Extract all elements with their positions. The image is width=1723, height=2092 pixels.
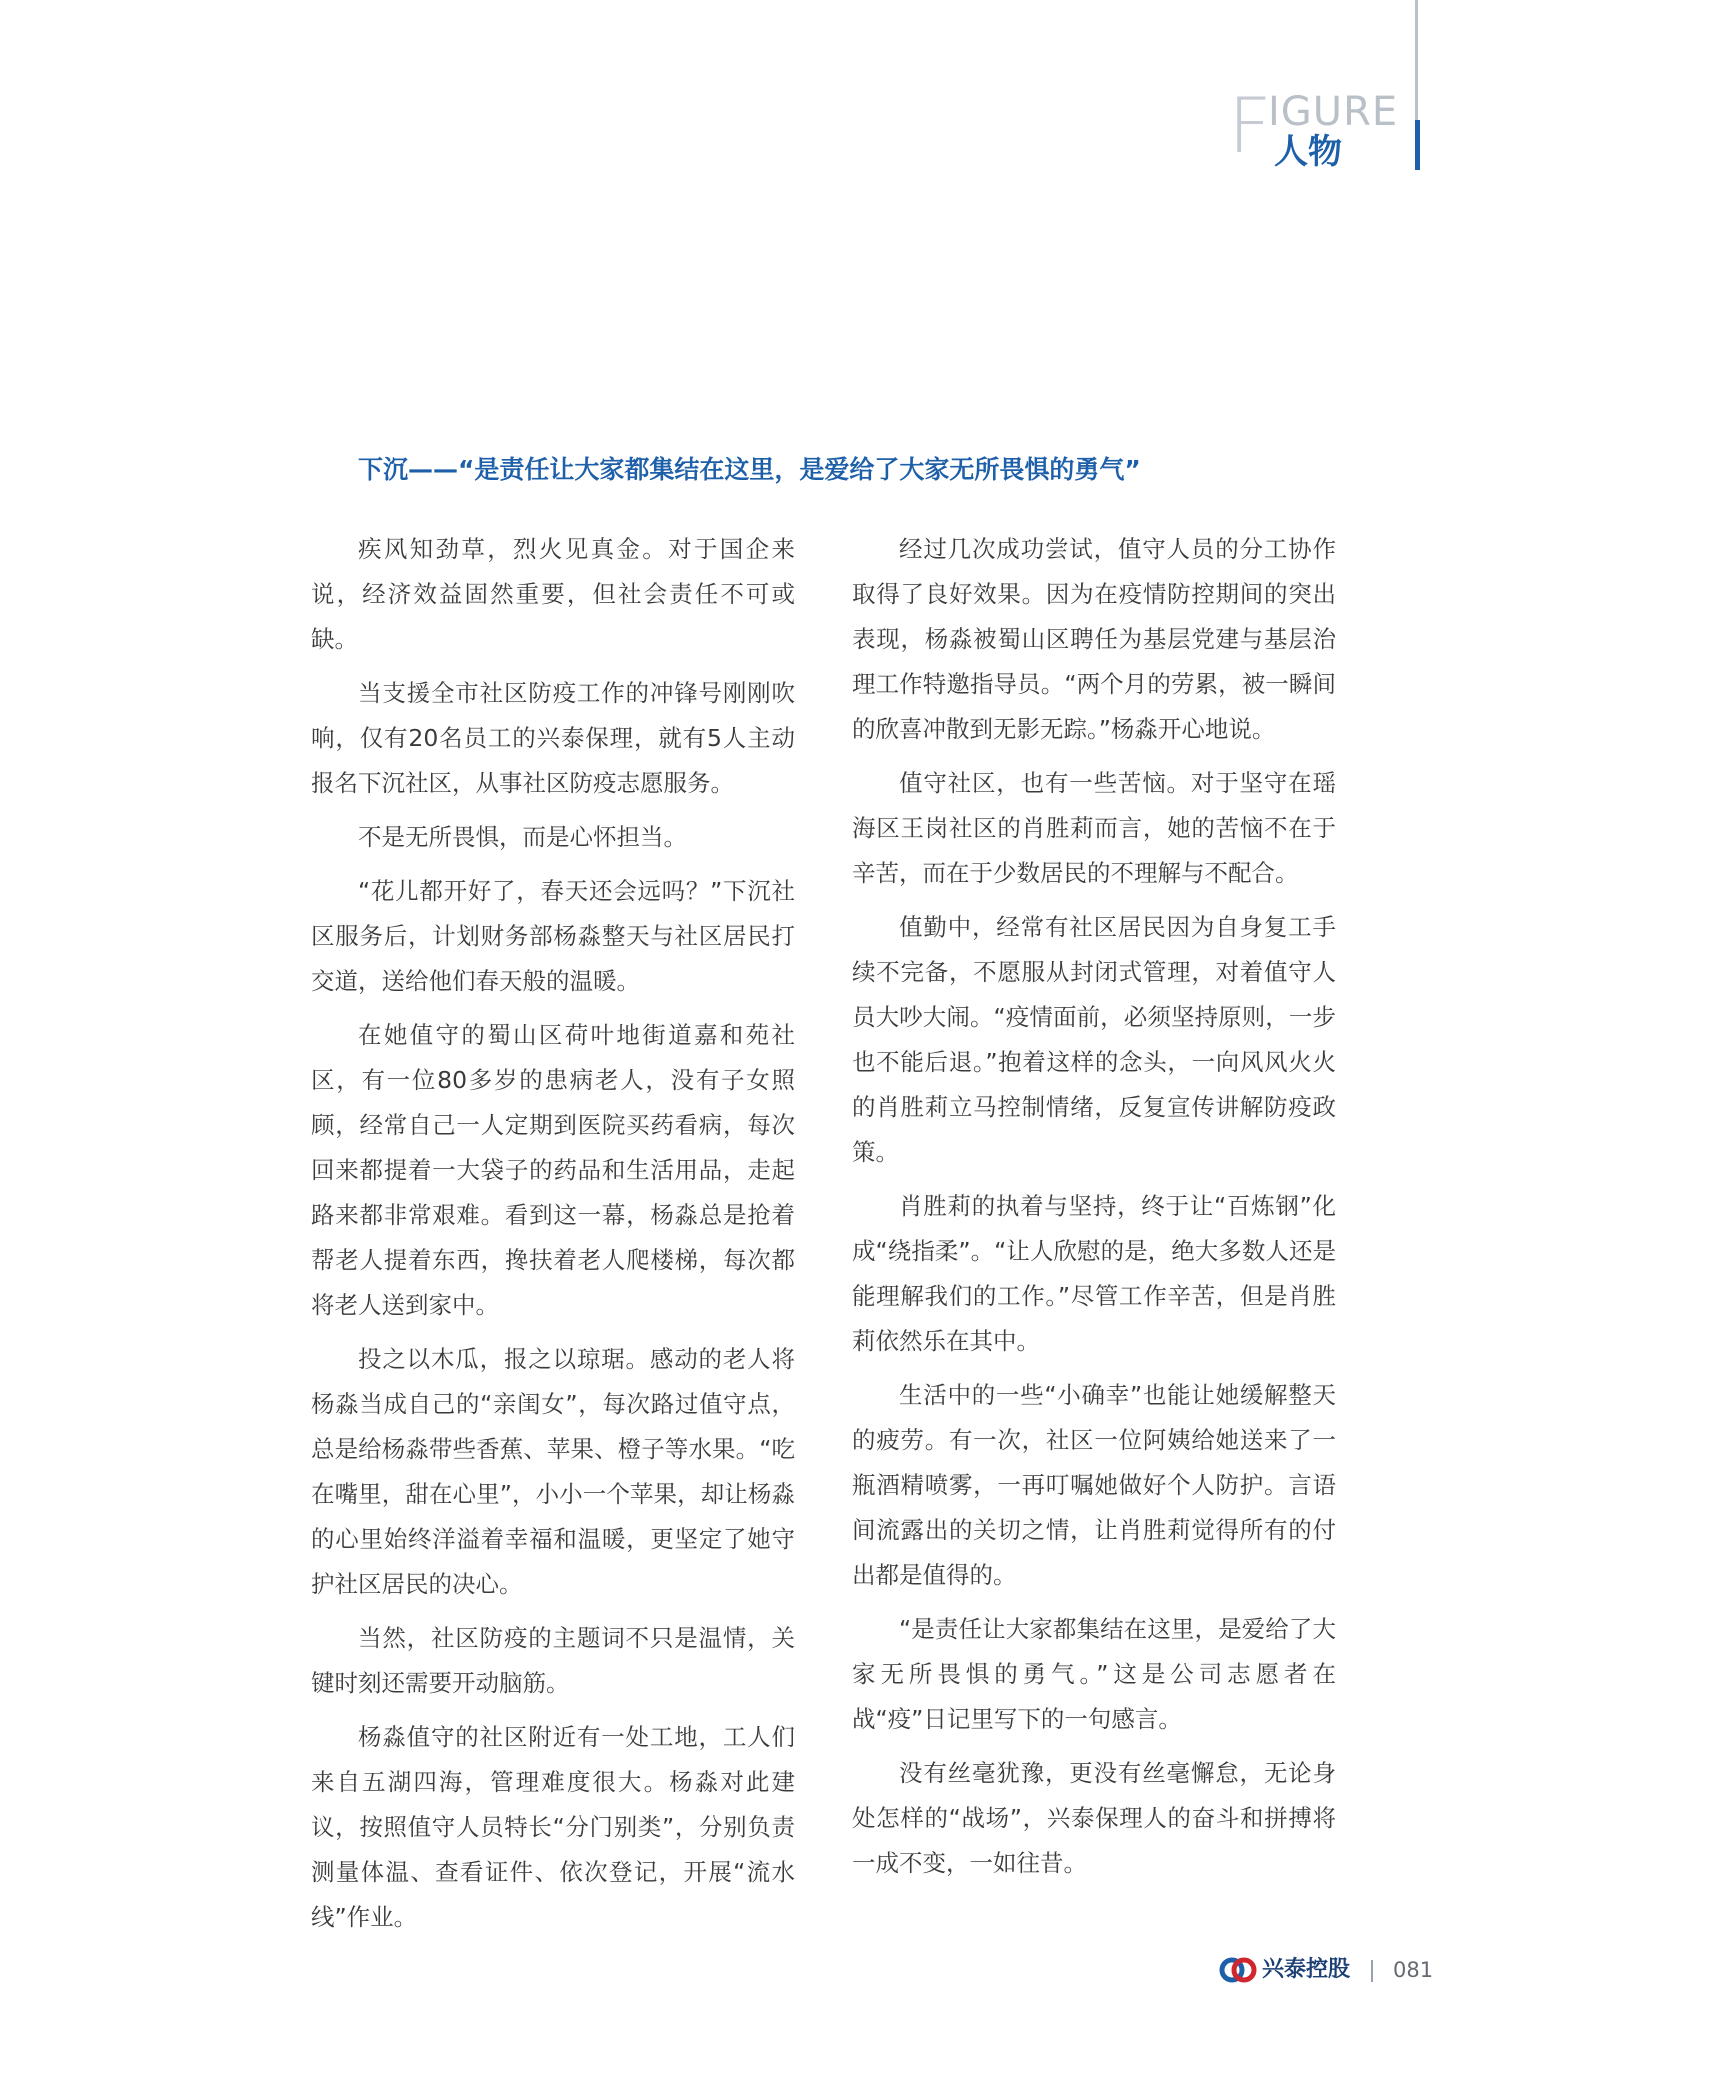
paragraph: 当支援全市社区防疫工作的冲锋号刚刚吹响，仅有20名员工的兴泰保理，就有5人主动报名下沉社区，从事社区防疫志愿服务。: [311, 679, 795, 797]
paragraph: 没有丝毫犹豫，更没有丝毫懈怠，无论身处怎样的“战场”，兴泰保理人的奋斗和拼搏将一成不变，一如往昔。: [852, 1759, 1336, 1877]
footer-brand-name: 兴泰控股: [1262, 1957, 1351, 1982]
left-text-column: [311, 527, 795, 1949]
page-number: 081: [1393, 1958, 1434, 1982]
paragraph: “花儿都开好了，春天还会远吗？”下沉社区服务后，计划财务部杨淼整天与社区居民打交道，送给他们春天般的温暖。: [311, 877, 795, 995]
paragraph: 疾风知劲草，烈火见真金。对于国企来说，经济效益固然重要，但社会责任不可或缺。: [311, 535, 795, 653]
paragraph: 生活中的一些“小确幸”也能让她缓解整天的疲劳。有一次，社区一位阿姨给她送来了一瓶酒精喷雾，一再叮嘱她做好个人防护。言语间流露出的关切之情，让肖胜莉觉得所有的付出都是值得的。: [852, 1381, 1336, 1589]
paragraph: 不是无所畏惧，而是心怀担当。: [358, 823, 687, 851]
paragraph: 投之以木瓜，报之以琼琚。感动的老人将杨淼当成自己的“亲闺女”，每次路过值守点，总是给杨淼带些香蕉、苹果、橙子等水果。“吃在嘴里，甜在心里”，小小一个苹果，却让杨淼的心里始终洋溢着幸福和温暖，更坚定了她守护社区居民的决心。: [311, 1345, 795, 1598]
article-section-title: 下沉——“是责任让大家都集结在这里，是爱给了大家无所畏惧的勇气”: [358, 455, 1141, 484]
paragraph: 在她值守的蜀山区荷叶地街道嘉和苑社区，有一位80多岁的患病老人，没有子女照顾，经常自己一人定期到医院买药看病，每次回来都提着一大袋子的药品和生活用品，走起路来都非常艰难。看到这一幕，杨淼总是抢着帮老人提着东西，搀扶着老人爬楼梯，每次都将老人送到家中。: [311, 1021, 795, 1319]
section-header: [1228, 81, 1408, 178]
header-rule-gray: [1415, 0, 1418, 120]
paragraph: 肖胜莉的执着与坚持，终于让“百炼钢”化成“绕指柔”。“让人欣慰的是，绝大多数人还是能理解我们的工作。”尽管工作辛苦，但是肖胜莉依然乐在其中。: [852, 1192, 1336, 1355]
paragraph: 值勤中，经常有社区居民因为自身复工手续不完备，不愿服从封闭式管理，对着值守人员大吵大闹。“疫情面前，必须坚持原则，一步也不能后退。”抱着这样的念头，一向风风火火的肖胜莉立马控制情绪，反复宣传讲解防疫政策。: [852, 913, 1336, 1166]
paragraph: 杨淼值守的社区附近有一处工地，工人们来自五湖四海，管理难度很大。杨淼对此建议，按照值守人员特长“分门别类”，分别负责测量体温、查看证件、依次登记，开展“流水线”作业。: [311, 1723, 795, 1931]
figure-label-cn: 人物: [1274, 132, 1342, 172]
brand-logo-icon: [1218, 1955, 1258, 1985]
figure-label: IGURE: [1268, 89, 1399, 135]
paragraph: 值守社区，也有一些苦恼。对于坚守在瑶海区王岗社区的肖胜莉而言，她的苦恼不在于辛苦，而在于少数居民的不理解与不配合。: [852, 769, 1336, 887]
paragraph: “是责任让大家都集结在这里，是爱给了大家无所畏惧的勇气。”这是公司志愿者在战“疫”日记里写下的一句感言。: [852, 1615, 1336, 1733]
footer-divider: [1371, 1960, 1373, 1982]
paragraph: 经过几次成功尝试，值守人员的分工协作取得了良好效果。因为在疫情防控期间的突出表现，杨淼被蜀山区聘任为基层党建与基层治理工作特邀指导员。“两个月的劳累，被一瞬间的欣喜冲散到无影无踪。”杨淼开心地说。: [852, 535, 1336, 743]
header-rule-blue: [1415, 120, 1420, 170]
figure-initial: F: [1228, 81, 1272, 170]
paragraph: 当然，社区防疫的主题词不只是温情，关键时刻还需要开动脑筋。: [311, 1624, 795, 1697]
right-text-column: [852, 527, 1336, 1895]
